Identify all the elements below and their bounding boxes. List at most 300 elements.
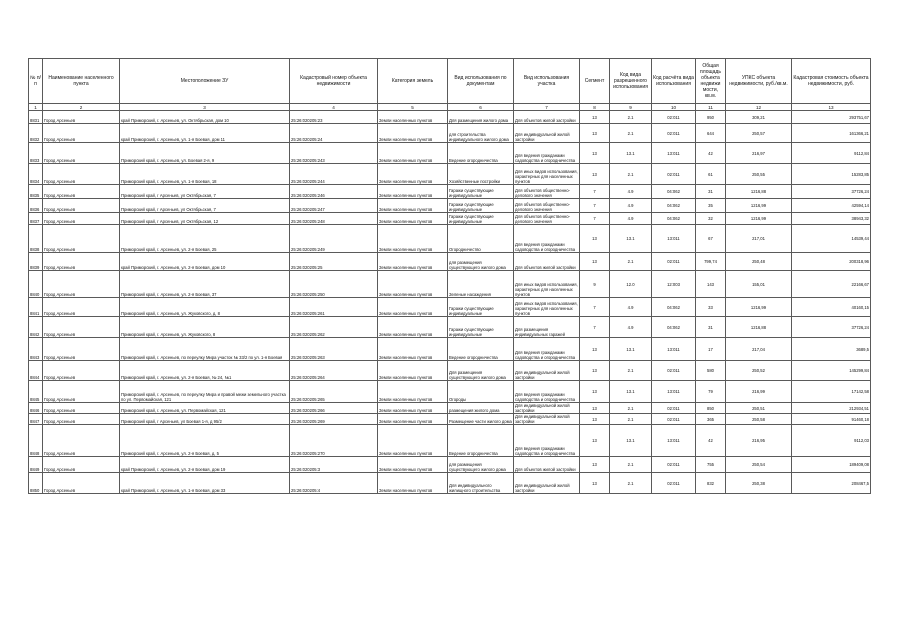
table-cell: 250,54 — [726, 457, 792, 473]
table-cell: 950 — [696, 111, 726, 124]
table-cell: 8841 — [29, 298, 43, 317]
table-cell: Город Арсеньев — [43, 213, 120, 225]
table-cell: Для объектов общественно-делового значения — [514, 185, 580, 199]
table-cell: 2.1 — [610, 124, 652, 143]
table-cell: 02:011 — [652, 414, 696, 425]
table-cell: 13 — [580, 381, 610, 403]
table-cell: 04:062 — [652, 199, 696, 213]
table-cell: 755 — [696, 457, 726, 473]
column-number-row — [29, 104, 871, 111]
table-cell: Для ведения гражданами садоводства и огородничества — [514, 225, 580, 253]
column-number-cell: 8 — [580, 104, 610, 111]
table-cell: 25:26:020205:261 — [290, 298, 378, 317]
table-cell: Город Арсеньев — [43, 111, 120, 124]
table-cell: Приморский край, г. Арсеньев, ул. 2-я Боевая, 25 — [120, 225, 290, 253]
table-cell: Земли населенных пунктов — [378, 164, 448, 185]
column-number-cell: 6 — [448, 104, 514, 111]
table-cell: 02:011 — [652, 124, 696, 143]
table-cell: 13:011 — [652, 425, 696, 457]
table-cell: Для индивидуальной жилой застройки — [514, 403, 580, 414]
table-cell: Земли населенных пунктов — [378, 425, 448, 457]
table-cell: Для иных видов использования, характерных для населенных пунктов — [514, 271, 580, 298]
table-cell: 13:011 — [652, 381, 696, 403]
table-row — [29, 253, 871, 271]
table-cell: 9112,84 — [792, 143, 871, 164]
table-cell: 15283,85 — [792, 164, 871, 185]
table-row — [29, 457, 871, 473]
table-cell: Земли населенных пунктов — [378, 298, 448, 317]
table-cell: Гаражи существующие индивидуальные — [448, 317, 514, 338]
table-cell: 13 — [580, 253, 610, 271]
table-cell: 13 — [580, 225, 610, 253]
table-cell: 02:011 — [652, 457, 696, 473]
table-cell: 38943,32 — [792, 213, 871, 225]
table-cell: 365 — [696, 414, 726, 425]
table-cell: 25:26:020205:262 — [290, 317, 378, 338]
table-cell: 25:26:020205:250 — [290, 271, 378, 298]
table-cell: 25:26:020205:266 — [290, 403, 378, 414]
table-cell: 35 — [696, 199, 726, 213]
table-cell: 42594,14 — [792, 199, 871, 213]
table-cell: 67 — [696, 225, 726, 253]
table-cell: 8840 — [29, 271, 43, 298]
table-cell: 8833 — [29, 143, 43, 164]
table-cell: 580 — [696, 361, 726, 381]
table-cell: для строительства индивидуального жилого дома — [448, 124, 514, 143]
header-cell-9: Код вида разрешенного использования — [610, 59, 652, 104]
header-row — [29, 59, 871, 104]
table-cell: Земли населенных пунктов — [378, 143, 448, 164]
table-cell: 850 — [696, 403, 726, 414]
column-number-cell: 10 — [652, 104, 696, 111]
table-cell: Земли населенных пунктов — [378, 414, 448, 425]
table-cell: 7 — [580, 317, 610, 338]
table-cell: 33 — [696, 298, 726, 317]
table-row — [29, 473, 871, 494]
table-cell: 1216,99 — [726, 199, 792, 213]
table-cell: 25:26:020205:3 — [290, 457, 378, 473]
table-cell: 04:062 — [652, 298, 696, 317]
table-cell: Для иных видов использования, характерных для населенных пунктов — [514, 164, 580, 185]
table-cell: Земли населенных пунктов — [378, 473, 448, 494]
table-cell: 8835 — [29, 185, 43, 199]
table-cell: 25:26:020205:249 — [290, 225, 378, 253]
table-cell: 212934,51 — [792, 403, 871, 414]
table-cell: Город Арсеньев — [43, 253, 120, 271]
table-cell: 250,55 — [726, 164, 792, 185]
table-row — [29, 213, 871, 225]
table-cell: Для индивидуальной жилой застройки — [514, 414, 580, 425]
table-cell: Ведение огородничества — [448, 338, 514, 361]
table-cell: 22166,67 — [792, 271, 871, 298]
table-cell: 02:011 — [652, 403, 696, 414]
table-cell: Город Арсеньев — [43, 361, 120, 381]
table-cell: 25:26:020205:264 — [290, 361, 378, 381]
table-cell: Приморский край, г Арсеньев, ул Октябрьская, 7 — [120, 199, 290, 213]
table-cell: Город Арсеньев — [43, 225, 120, 253]
table-cell: 4.9 — [610, 317, 652, 338]
header-cell-2: Наименование населенного пункта — [43, 59, 120, 104]
table-cell: Город Арсеньев — [43, 403, 120, 414]
table-cell: 13 — [580, 164, 610, 185]
table-cell: 8842 — [29, 317, 43, 338]
table-cell: 13 — [580, 361, 610, 381]
table-row — [29, 338, 871, 361]
header-cell-12: УПКС объекта недвижимости, руб./кв.м. — [726, 59, 792, 104]
table-cell: 2.1 — [610, 253, 652, 271]
table-cell: 91460,18 — [792, 414, 871, 425]
table-cell: 4.9 — [610, 199, 652, 213]
table-row — [29, 425, 871, 457]
table-cell: 13:011 — [652, 225, 696, 253]
table-cell: Земли населенных пунктов — [378, 253, 448, 271]
table-cell: 8848 — [29, 425, 43, 457]
table-cell: 216,99 — [726, 381, 792, 403]
table-cell: Город Арсеньев — [43, 457, 120, 473]
table-cell: 2.1 — [610, 361, 652, 381]
column-number-cell: 5 — [378, 104, 448, 111]
table-cell: 2.1 — [610, 111, 652, 124]
column-number-cell: 7 — [514, 104, 580, 111]
table-cell: 8834 — [29, 164, 43, 185]
table-cell: Город Арсеньев — [43, 199, 120, 213]
table-cell: Для индивидуальной жилой застройки — [514, 124, 580, 143]
table-cell: 2.1 — [610, 457, 652, 473]
table-cell: 13 — [580, 124, 610, 143]
table-cell: Для объектов общественно-делового значения — [514, 199, 580, 213]
table-cell: Размещение части жилого дома — [448, 414, 514, 425]
header-cell-10: Код расчёта вида использования — [652, 59, 696, 104]
table-cell: Приморский край, г. Арсеньев, ул. 2-я Боевая, № 24, №1 — [120, 361, 290, 381]
table-cell: Хозяйственные постройки — [448, 164, 514, 185]
table-cell: 250,58 — [726, 414, 792, 425]
table-cell: 13 — [580, 338, 610, 361]
table-cell: 250,57 — [726, 124, 792, 143]
header-cell-1: № п/п — [29, 59, 43, 104]
table-cell: 25:26:020205:248 — [290, 213, 378, 225]
table-cell: 13.1 — [610, 143, 652, 164]
table-cell: 17142,58 — [792, 381, 871, 403]
column-number-cell: 11 — [696, 104, 726, 111]
column-number-cell: 12 — [726, 104, 792, 111]
table-cell: Гаражи существующие индивидуальные — [448, 213, 514, 225]
table-cell: 13 — [580, 143, 610, 164]
table-cell: край Приморский, г. Арсеньев, ул. 2-я Боевая, дом 10 — [120, 253, 290, 271]
table-cell: 8831 — [29, 111, 43, 124]
table-cell: Для индивидуальной жилой застройки — [514, 473, 580, 494]
table-cell: 25:26:020205:265 — [290, 381, 378, 403]
column-number-cell: 3 — [120, 104, 290, 111]
table-cell: 13.1 — [610, 225, 652, 253]
table-cell: 8850 — [29, 473, 43, 494]
table-cell: 42 — [696, 425, 726, 457]
table-cell: Приморский край, г. Арсеньев, ул. Боевая 2-я, 9 — [120, 143, 290, 164]
table-cell: Земли населенных пунктов — [378, 271, 448, 298]
table-cell: 2.1 — [610, 473, 652, 494]
table-cell: 200318,96 — [792, 253, 871, 271]
table-cell: Огороды — [448, 381, 514, 403]
table-row — [29, 185, 871, 199]
table-cell: Приморский край, г. Арсеньев, ул. 2-я Боевая, 37 — [120, 271, 290, 298]
table-cell: 13 — [580, 414, 610, 425]
table-cell: 31 — [696, 317, 726, 338]
table-cell: 155,01 — [726, 271, 792, 298]
table-cell: 13 — [580, 425, 610, 457]
table-cell: Для индивидуальной жилой застройки — [514, 361, 580, 381]
table-cell: 02:011 — [652, 164, 696, 185]
table-cell: Приморский край, г. Арсеньев, ул. Жуковского, д. 8 — [120, 298, 290, 317]
table-row — [29, 271, 871, 298]
table-cell: 7 — [580, 185, 610, 199]
table-cell: Огородничество — [448, 225, 514, 253]
table-cell: Земли населенных пунктов — [378, 199, 448, 213]
table-cell: 4.9 — [610, 213, 652, 225]
table-cell: 04:062 — [652, 185, 696, 199]
table-cell: 832 — [696, 473, 726, 494]
table-cell: 9 — [580, 271, 610, 298]
table-cell: 250,48 — [726, 253, 792, 271]
table-cell: Для объектов жилой застройки — [514, 253, 580, 271]
table-cell: 02:011 — [652, 111, 696, 124]
table-cell: Для ведения гражданами садоводства и огородничества — [514, 338, 580, 361]
table-cell: Для объектов жилой застройки — [514, 111, 580, 124]
table-cell: 37726,24 — [792, 317, 871, 338]
table-cell: Приморский край, г. Арсеньев, по переулку Мира участок № 33/2 по ул. 1-я Боевая — [120, 338, 290, 361]
table-cell: 217,01 — [726, 225, 792, 253]
table-cell: 7 — [580, 213, 610, 225]
table-cell: 25:26:020205:243 — [290, 143, 378, 164]
table-row — [29, 164, 871, 185]
header-cell-3: Местоположение ЗУ — [120, 59, 290, 104]
table-cell: Гаражи существующие индивидуальные — [448, 199, 514, 213]
table-cell: 25:26:020205:25 — [290, 253, 378, 271]
table-cell: 17 — [696, 338, 726, 361]
table-cell: Ведение огородничества — [448, 425, 514, 457]
table-cell: Для размещения существующего жилого дома — [448, 361, 514, 381]
table-cell: 37726,24 — [792, 185, 871, 199]
table-cell: край Приморский, г. Арсеньев, ул. 1-я Боевая, дом 33 — [120, 473, 290, 494]
table-cell: Земли населенных пунктов — [378, 403, 448, 414]
table-cell: 161366,21 — [792, 124, 871, 143]
table-cell: Для ведения гражданами садоводства и огородничества — [514, 381, 580, 403]
table-cell: 31 — [696, 185, 726, 199]
table-row — [29, 381, 871, 403]
table-cell: 25:26:020205:4 — [290, 473, 378, 494]
table-cell: 40160,15 — [792, 298, 871, 317]
table-cell: край Приморский, г. Арсеньев, ул. 1-я Боевая, дом 11 — [120, 124, 290, 143]
table-cell: 25:26:020205:269 — [290, 414, 378, 425]
table-cell: Земли населенных пунктов — [378, 185, 448, 199]
table-cell: 2.1 — [610, 403, 652, 414]
table-cell: Земли населенных пунктов — [378, 317, 448, 338]
table-cell: Зеленые насаждения — [448, 271, 514, 298]
table-row — [29, 298, 871, 317]
table-row — [29, 403, 871, 414]
table-cell: 25:26:020205:244 — [290, 164, 378, 185]
table-cell: Приморский край, г Арсеньев, ул Боевая 1-я, д 95/2 — [120, 414, 290, 425]
table-cell: 8843 — [29, 338, 43, 361]
table-cell: 2.1 — [610, 414, 652, 425]
table-cell: 25:26:020205:270 — [290, 425, 378, 457]
table-cell: 216,95 — [726, 425, 792, 457]
table-cell: Для индивидуального жилищного строительства — [448, 473, 514, 494]
table-cell: 250,38 — [726, 473, 792, 494]
table-cell: 25:26:020205:246 — [290, 185, 378, 199]
header-cell-4: Кадастровый номер объекта недвижимости — [290, 59, 378, 104]
table-cell: 208467,5 — [792, 473, 871, 494]
table-row — [29, 225, 871, 253]
table-cell: Земли населенных пунктов — [378, 361, 448, 381]
table-cell: Приморский край, г. Арсеньев, по переулку Мира и правой межи земельного участка по ул. Первомайская, 121 — [120, 381, 290, 403]
table-cell: 13.1 — [610, 338, 652, 361]
table-cell: Город Арсеньев — [43, 473, 120, 494]
table-cell: 25:26:020205:247 — [290, 199, 378, 213]
table-cell: Для объектов общественно-делового значения — [514, 213, 580, 225]
table-row — [29, 143, 871, 164]
table-cell: Земли населенных пунктов — [378, 111, 448, 124]
column-number-cell: 9 — [610, 104, 652, 111]
table-cell: Город Арсеньев — [43, 425, 120, 457]
table-cell: 217,04 — [726, 338, 792, 361]
table-cell: 13:011 — [652, 338, 696, 361]
table-cell: Приморский край, г. Арсеньев, ул. Первомайская, 121 — [120, 403, 290, 414]
table-cell: 8845 — [29, 381, 43, 403]
cadastral-table — [28, 58, 871, 494]
table-cell: 13 — [580, 473, 610, 494]
table-cell: Приморский край, г Арсеньев, ул Октябрьская, 7 — [120, 185, 290, 199]
table-row — [29, 361, 871, 381]
table-cell: 145299,84 — [792, 361, 871, 381]
column-number-cell: 2 — [43, 104, 120, 111]
table-cell: Земли населенных пунктов — [378, 381, 448, 403]
table-cell: Приморский край, г. Арсеньев, ул. Жуковского, 8 — [120, 317, 290, 338]
table-cell: Город Арсеньев — [43, 414, 120, 425]
table-cell: 4.9 — [610, 298, 652, 317]
table-cell: Для размещения жилого дома — [448, 111, 514, 124]
table-row — [29, 414, 871, 425]
table-cell: 1216,88 — [726, 185, 792, 199]
table-cell: Город Арсеньев — [43, 271, 120, 298]
table-cell: 3689,5 — [792, 338, 871, 361]
table-cell: 7 — [580, 199, 610, 213]
table-cell: для размещения существующего жилого дома — [448, 457, 514, 473]
table-cell: Земли населенных пунктов — [378, 124, 448, 143]
table-body — [29, 104, 871, 494]
table-cell: для размещения существующего жилого дома — [448, 253, 514, 271]
table-cell: Город Арсеньев — [43, 124, 120, 143]
table-cell: 04:062 — [652, 213, 696, 225]
table-cell: 14539,44 — [792, 225, 871, 253]
table-cell: Земли населенных пунктов — [378, 225, 448, 253]
table-cell: 02:011 — [652, 253, 696, 271]
table-cell: 1216,99 — [726, 213, 792, 225]
header-cell-11: Общая площадь объекта недвижи мости, кв.м. — [696, 59, 726, 104]
table-cell: 799,74 — [696, 253, 726, 271]
table-cell: 250,51 — [726, 403, 792, 414]
table-cell: 216,97 — [726, 143, 792, 164]
header-cell-7: Вид использования участка — [514, 59, 580, 104]
table-cell: 644 — [696, 124, 726, 143]
table-cell: 42 — [696, 143, 726, 164]
table-cell: 8839 — [29, 253, 43, 271]
table-cell: 8846 — [29, 403, 43, 414]
table-cell: Город Арсеньев — [43, 338, 120, 361]
table-cell: Город Арсеньев — [43, 164, 120, 185]
table-cell: Приморский край, г Арсеньев, ул Октябрьская, 12 — [120, 213, 290, 225]
header-cell-13: Кадастровая стоимость объекта недвижимости, руб. — [792, 59, 871, 104]
table-cell: 12.0 — [610, 271, 652, 298]
table-cell: 25:26:020205:263 — [290, 338, 378, 361]
table-cell: 7 — [580, 298, 610, 317]
table-cell: 02:011 — [652, 361, 696, 381]
table-cell: 13 — [580, 403, 610, 414]
table-cell: Для размещения индивидуальных гаражей — [514, 317, 580, 338]
table-cell: 8847 — [29, 414, 43, 425]
table-cell: Город Арсеньев — [43, 185, 120, 199]
table-cell: 8837 — [29, 213, 43, 225]
table-cell: край Приморский, г. Арсеньев, ул. Октябрьская, дом 10 — [120, 111, 290, 124]
table-cell: Земли населенных пунктов — [378, 457, 448, 473]
table-cell: 9112,03 — [792, 425, 871, 457]
table-cell: 12:003 — [652, 271, 696, 298]
table-cell: 143 — [696, 271, 726, 298]
table-cell: 8844 — [29, 361, 43, 381]
table-cell: 25:26:020205:24 — [290, 124, 378, 143]
table-cell: край Приморский, г. Арсеньев, ул. 2-я Боевая, дом 19 — [120, 457, 290, 473]
header-cell-6: Вид использования по документам — [448, 59, 514, 104]
table-cell: Приморский край, г. Арсеньев, ул. 2-я Боевая, д. 5 — [120, 425, 290, 457]
table-cell: 32 — [696, 213, 726, 225]
table-cell: Город Арсеньев — [43, 381, 120, 403]
table-cell: 13.1 — [610, 425, 652, 457]
table-cell: 8836 — [29, 199, 43, 213]
table-cell: Город Арсеньев — [43, 143, 120, 164]
table-cell: 8838 — [29, 225, 43, 253]
table-cell: 13 — [580, 111, 610, 124]
table-cell: Гаражи существующие индивидуальные — [448, 185, 514, 199]
column-number-cell: 4 — [290, 104, 378, 111]
table-cell: Для ведения гражданами садоводства и огородничества — [514, 425, 580, 457]
table-cell: Для ведения гражданами садоводства и огородничества — [514, 143, 580, 164]
table-cell: 8849 — [29, 457, 43, 473]
table-cell: 2.1 — [610, 164, 652, 185]
table-cell: Для иных видов использования, характерных для населенных пунктов — [514, 298, 580, 317]
table-cell: 309,21 — [726, 111, 792, 124]
column-number-cell: 1 — [29, 104, 43, 111]
table-cell: Город Арсеньев — [43, 298, 120, 317]
table-cell: 13.1 — [610, 381, 652, 403]
header-cell-5: Категория земель — [378, 59, 448, 104]
table-cell: 8832 — [29, 124, 43, 143]
table-cell: 79 — [696, 381, 726, 403]
table-cell: 13:011 — [652, 143, 696, 164]
table-row — [29, 317, 871, 338]
table-cell: 250,52 — [726, 361, 792, 381]
column-number-cell: 13 — [792, 104, 871, 111]
table-cell: Для объектов жилой застройки — [514, 457, 580, 473]
table-cell: Земли населенных пунктов — [378, 213, 448, 225]
table-cell: Ведение огородничества — [448, 143, 514, 164]
table-header — [29, 59, 871, 104]
table-cell: 1216,99 — [726, 298, 792, 317]
table-cell: 13 — [580, 457, 610, 473]
table-cell: Земли населенных пунктов — [378, 338, 448, 361]
table-row — [29, 199, 871, 213]
table-cell: 4.9 — [610, 185, 652, 199]
table-cell: Город Арсеньев — [43, 317, 120, 338]
table-cell: 04:062 — [652, 317, 696, 338]
table-cell: 293751,67 — [792, 111, 871, 124]
